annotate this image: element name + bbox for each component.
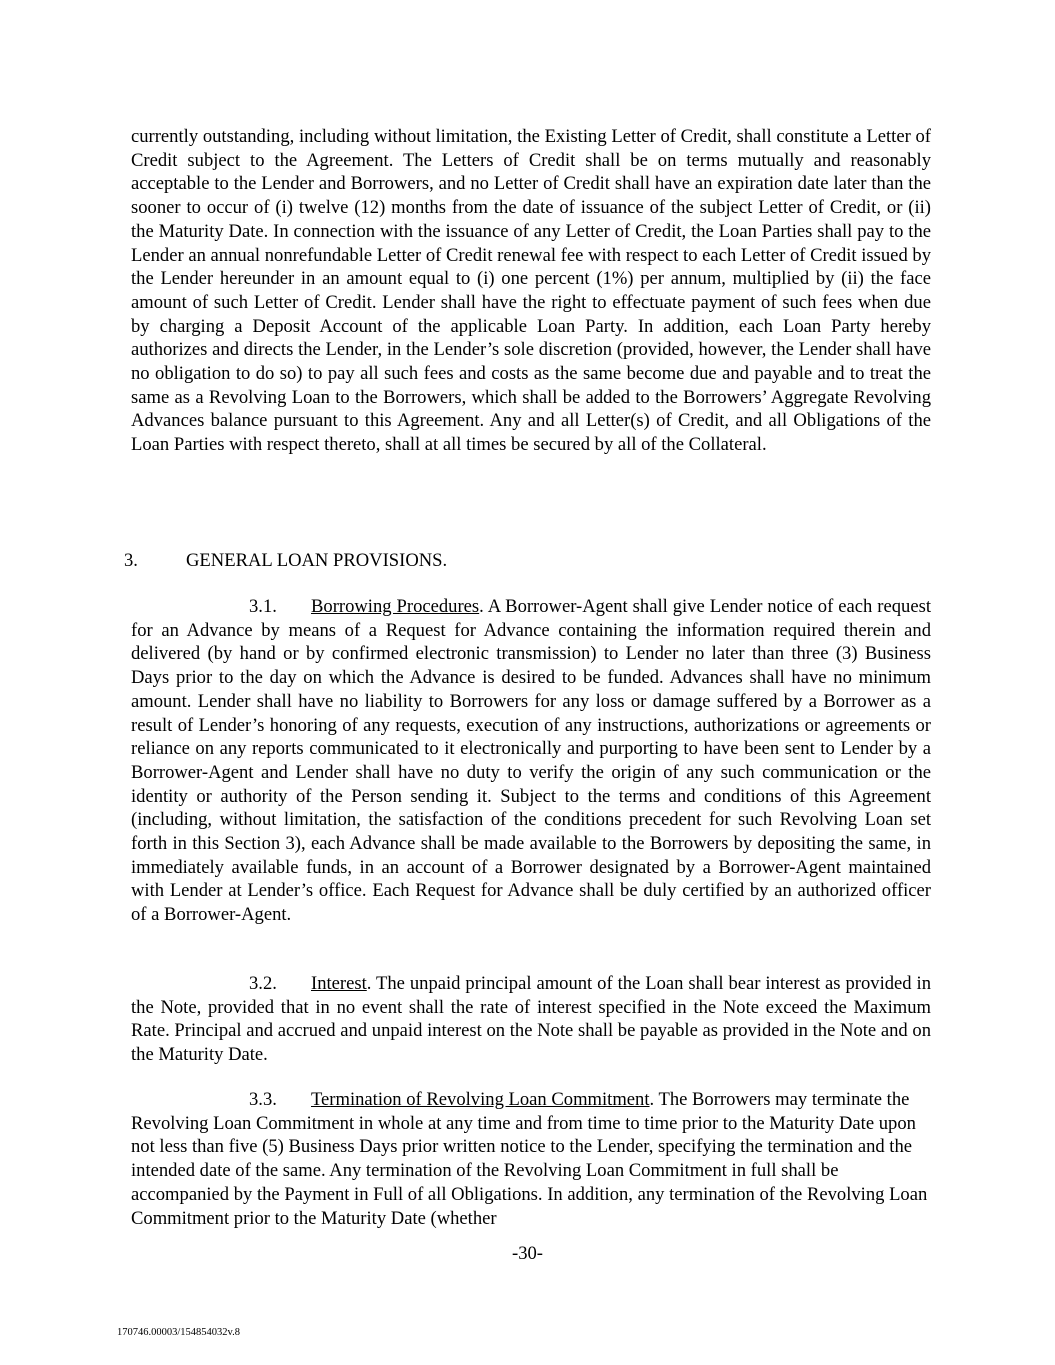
section-number: 3. — [124, 550, 138, 571]
subsection-number: 3.3. — [249, 1089, 277, 1110]
section-3-1-paragraph — [131, 595, 931, 927]
subsection-title: Termination of Revolving Loan Commitment — [311, 1089, 650, 1110]
subsection-number: 3.2. — [249, 973, 277, 994]
page-number: -30- — [512, 1243, 543, 1264]
section-3-3-paragraph — [131, 1088, 931, 1230]
letter-of-credit-paragraph: currently outstanding, including without limitation, the Existing Letter of Credit, shall constitute a Letter of Credit subject to the Agreement. The Letters of Credit shall be on terms mutually and reasonably acceptable to the Lender and Borrowers, and no Letter of Credit shall have an expiration date later than the sooner to occur of (i) twelve (12) months from the date of issuance of the subject Letter of Credit, or (ii) the Maturity Date. In connection with the issuance of any Letter of Credit, the Loan Parties shall pay to the Lender an annual nonrefundable Letter of Credit renewal fee with respect to each Letter of Credit issued by the Lender hereunder in an amount equal to (i) one percent (1%) per annum, multiplied by (ii) the face amount of such Letter of Credit. Lender shall have the right to effectuate payment of such fees when due by charging a Deposit Account of the applicable Loan Party. In addition, each Loan Party hereby authorizes and directs the Lender, in the Lender’s sole discretion (provided, however, the Lender shall have no obligation to do so) to pay all such fees and costs as the same become due and payable and to treat the same as a Revolving Loan to the Borrowers, which shall be added to the Borrowers’ Aggregate Revolving Advances balance pursuant to this Agreement. Any and all Letter(s) of Credit, and all Obligations of the Loan Parties with respect thereto, shall at all times be secured by all of the Collateral. — [131, 126, 931, 456]
subsection-title: Interest — [311, 973, 367, 994]
document-id-footer: 170746.00003/154854032v.8 — [117, 1327, 240, 1338]
subsection-text: . The Borrowers may terminate the Revolving Loan Commitment in whole at any time and from time to time prior to the Maturity Date upon not less than five (5) Business Days prior written notice to the Lender, specifying the termination and the intended date of the same. Any termination of the Revolving Loan Commitment in full shall be accompanied by the Payment in Full of all Obligations. In addition, any termination of the Revolving Loan Commitment prior to the Maturity Date (whether — [131, 1089, 928, 1229]
section-title: GENERAL LOAN PROVISIONS. — [186, 550, 448, 571]
subsection-text: . A Borrower-Agent shall give Lender notice of each request for an Advance by means of a Request for Advance containing the information required therein and delivered (by hand or by confirmed electronic transmission) to Lender no later than three (3) Business Days prior to the day on which the Advance is desired to be funded. Advances shall have no minimum amount. Lender shall have no liability to Borrowers for any loss or damage suffered by a Borrower as a result of Lender’s honoring of any requests, execution of any instructions, authorizations or agreements or reliance on any reports communicated to it electronically and purporting to have been sent to Lender by a Borrower-Agent and Lender shall have no duty to verify the origin of any such communication or the identity or authority of the Person sending it. Subject to the terms and conditions of this Agreement (including, without limitation, the satisfaction of the conditions precedent for such Revolving Loan set forth in this Section 3), each Advance shall be made available to the Borrowers by depositing the same, in immediately available funds, in an account of a Borrower designated by a Borrower-Agent maintained with Lender at Lender’s office. Each Request for Advance shall be duly certified by an authorized officer of a Borrower-Agent. — [131, 596, 931, 926]
subsection-text: . The unpaid principal amount of the Loan shall bear interest as provided in the Note, provided that in no event shall the rate of interest specified in the Note exceed the Maximum Rate. Principal and accrued and unpaid interest on the Note shall be payable as provided in the Note and on the Maturity Date. — [131, 973, 931, 1066]
subsection-number: 3.1. — [249, 596, 277, 617]
subsection-title: Borrowing Procedures — [311, 596, 480, 617]
section-3-2-paragraph — [131, 972, 931, 1067]
section-3-heading — [124, 549, 447, 573]
